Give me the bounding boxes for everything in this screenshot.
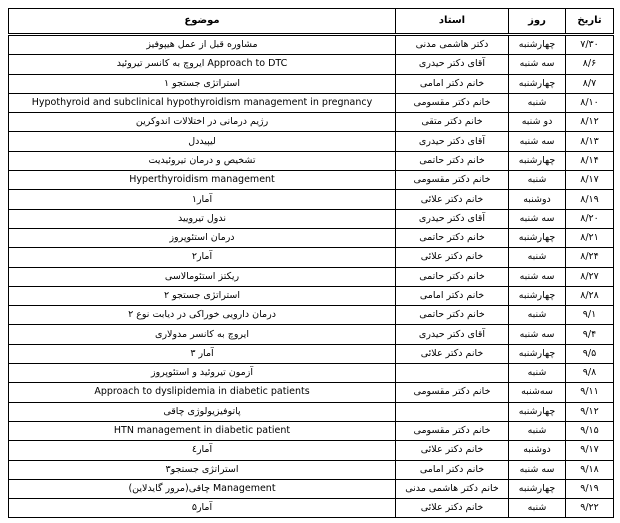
table-row	[9, 132, 614, 151]
date-cell: ۹/۱۸	[566, 460, 614, 479]
day-cell: چهارشنبه	[509, 344, 566, 363]
topic-cell: آمار۲	[9, 248, 396, 267]
topic-cell: ایروچ به کانسر مدولاری	[9, 325, 396, 344]
table-row	[9, 479, 614, 498]
day-cell: سه شنبه	[509, 460, 566, 479]
table-row	[9, 228, 614, 247]
header-day: روز	[509, 9, 566, 35]
date-cell: ۸/۶	[566, 55, 614, 74]
topic-cell: تشخیص و درمان تیروئیدیت	[9, 151, 396, 170]
teacher-cell: آقای دکتر حیدری	[396, 209, 509, 228]
day-cell: شنبه	[509, 499, 566, 518]
teacher-cell: خانم دکتر مقسومی	[396, 171, 509, 190]
date-cell: ۸/۱۴	[566, 151, 614, 170]
topic-cell: Approach to dyslipidemia in diabetic patients	[9, 383, 396, 402]
teacher-cell: خانم دکتر حاتمی	[396, 306, 509, 325]
table-row	[9, 190, 614, 209]
schedule-table	[8, 8, 614, 518]
table-row	[9, 35, 614, 55]
teacher-cell: خانم دکتر علائی	[396, 248, 509, 267]
date-cell: ۹/۱۵	[566, 421, 614, 440]
date-cell: ۹/۱۹	[566, 479, 614, 498]
day-cell: چهارشنبه	[509, 35, 566, 55]
header-topic: موضوع	[9, 9, 396, 35]
topic-cell: ندول تیرویید	[9, 209, 396, 228]
day-cell: سه شنبه	[509, 325, 566, 344]
topic-cell: آزمون تیروئید و استئوپروز	[9, 364, 396, 383]
header-date: تاریخ	[566, 9, 614, 35]
teacher-cell: خانم دکتر مقسومی	[396, 383, 509, 402]
day-cell: دو شنبه	[509, 113, 566, 132]
header-teacher: استاد	[396, 9, 509, 35]
date-cell: ۸/۲۰	[566, 209, 614, 228]
topic-cell: Hyperthyroidism management	[9, 171, 396, 190]
teacher-cell: دکتر هاشمی مدنی	[396, 35, 509, 55]
topic-cell: درمان دارویی خوراکی در دیابت نوع ۲	[9, 306, 396, 325]
day-cell: شنبه	[509, 93, 566, 112]
table-row	[9, 93, 614, 112]
teacher-cell	[396, 364, 509, 383]
table-row	[9, 151, 614, 170]
date-cell: ۸/۲۸	[566, 286, 614, 305]
table-row	[9, 402, 614, 421]
day-cell: سه‌شنبه	[509, 383, 566, 402]
date-cell: ۷/۳۰	[566, 35, 614, 55]
topic-cell: رژیم درمانی در اختلالات اندوکرین	[9, 113, 396, 132]
day-cell: شنبه	[509, 171, 566, 190]
date-cell: ۸/۷	[566, 74, 614, 93]
schedule-body	[9, 35, 614, 518]
teacher-cell: خانم دکتر امامی	[396, 460, 509, 479]
date-cell: ۸/۱۰	[566, 93, 614, 112]
teacher-cell: خانم دکتر متقی	[396, 113, 509, 132]
date-cell: ۸/۱۳	[566, 132, 614, 151]
day-cell: شنبه	[509, 248, 566, 267]
topic-cell: ریکتز استئومالاسی	[9, 267, 396, 286]
table-row	[9, 248, 614, 267]
topic-cell: آمار٤	[9, 441, 396, 460]
day-cell: دوشنبه	[509, 190, 566, 209]
table-row	[9, 209, 614, 228]
date-cell: ۹/۸	[566, 364, 614, 383]
topic-cell: آمار۵	[9, 499, 396, 518]
date-cell: ۸/۲۷	[566, 267, 614, 286]
date-cell: ۹/۵	[566, 344, 614, 363]
table-row	[9, 441, 614, 460]
day-cell: شنبه	[509, 421, 566, 440]
teacher-cell: خانم دکتر مقسومی	[396, 421, 509, 440]
topic-cell: Management چاقی(مرور گایدلاین)	[9, 479, 396, 498]
table-row	[9, 267, 614, 286]
table-row	[9, 55, 614, 74]
day-cell: دوشنبه	[509, 441, 566, 460]
teacher-cell: خانم دکتر حاتمی	[396, 228, 509, 247]
teacher-cell: خانم دکتر علائی	[396, 499, 509, 518]
table-row	[9, 421, 614, 440]
day-cell: شنبه	[509, 364, 566, 383]
teacher-cell: خانم دکتر حاتمی	[396, 151, 509, 170]
topic-cell: آمار ۳	[9, 344, 396, 363]
date-cell: ۸/۱۹	[566, 190, 614, 209]
day-cell: سه شنبه	[509, 209, 566, 228]
table-row	[9, 113, 614, 132]
teacher-cell: خانم دکتر علائی	[396, 441, 509, 460]
date-cell: ۹/۱۷	[566, 441, 614, 460]
teacher-cell: خانم دکتر امامی	[396, 286, 509, 305]
topic-cell: Approach to DTC ایروچ به کانسر تیروئید	[9, 55, 396, 74]
day-cell: چهارشنبه	[509, 286, 566, 305]
table-row	[9, 383, 614, 402]
table-row	[9, 171, 614, 190]
table-row	[9, 74, 614, 93]
day-cell: شنبه	[509, 306, 566, 325]
date-cell: ۹/۴	[566, 325, 614, 344]
teacher-cell: خانم دکتر علائی	[396, 344, 509, 363]
day-cell: سه شنبه	[509, 132, 566, 151]
day-cell: چهارشنبه	[509, 151, 566, 170]
day-cell: سه شنبه	[509, 55, 566, 74]
day-cell: چهارشنبه	[509, 228, 566, 247]
topic-cell: آمار۱	[9, 190, 396, 209]
date-cell: ۸/۱۲	[566, 113, 614, 132]
teacher-cell: خانم دکتر مقسومی	[396, 93, 509, 112]
topic-cell: HTN management in diabetic patient	[9, 421, 396, 440]
teacher-cell	[396, 402, 509, 421]
schedule-sheet	[8, 8, 614, 518]
topic-cell: لیپیددل	[9, 132, 396, 151]
teacher-cell: خانم دکتر علائی	[396, 190, 509, 209]
topic-cell: Hypothyroid and subclinical hypothyroidism management in pregnancy	[9, 93, 396, 112]
topic-cell: استراتژی جستجو ۱	[9, 74, 396, 93]
table-row	[9, 344, 614, 363]
topic-cell: استراتژی جستجو۳	[9, 460, 396, 479]
teacher-cell: آقای دکتر حیدری	[396, 325, 509, 344]
teacher-cell: خانم دکتر امامی	[396, 74, 509, 93]
table-row	[9, 364, 614, 383]
teacher-cell: آقای دکتر حیدری	[396, 55, 509, 74]
teacher-cell: خانم دکتر حاتمی	[396, 267, 509, 286]
teacher-cell: آقای دکتر حیدری	[396, 132, 509, 151]
header-row	[9, 9, 614, 35]
table-row	[9, 286, 614, 305]
topic-cell: درمان استئوپروز	[9, 228, 396, 247]
date-cell: ۹/۲۲	[566, 499, 614, 518]
date-cell: ۹/۱۱	[566, 383, 614, 402]
topic-cell: پاتوفیزیولوژی چاقی	[9, 402, 396, 421]
topic-cell: مشاوره قبل از عمل هیپوفیز	[9, 35, 396, 55]
day-cell: چهارشنبه	[509, 479, 566, 498]
date-cell: ۸/۲۴	[566, 248, 614, 267]
date-cell: ۸/۲۱	[566, 228, 614, 247]
day-cell: سه شنبه	[509, 267, 566, 286]
day-cell: چهارشنبه	[509, 402, 566, 421]
day-cell: چهارشنبه	[509, 74, 566, 93]
date-cell: ۸/۱۷	[566, 171, 614, 190]
teacher-cell: خانم دکتر هاشمی مدنی	[396, 479, 509, 498]
table-row	[9, 499, 614, 518]
date-cell: ۹/۱	[566, 306, 614, 325]
table-row	[9, 460, 614, 479]
table-row	[9, 325, 614, 344]
table-row	[9, 306, 614, 325]
topic-cell: استراتژی جستجو ۲	[9, 286, 396, 305]
date-cell: ۹/۱۲	[566, 402, 614, 421]
